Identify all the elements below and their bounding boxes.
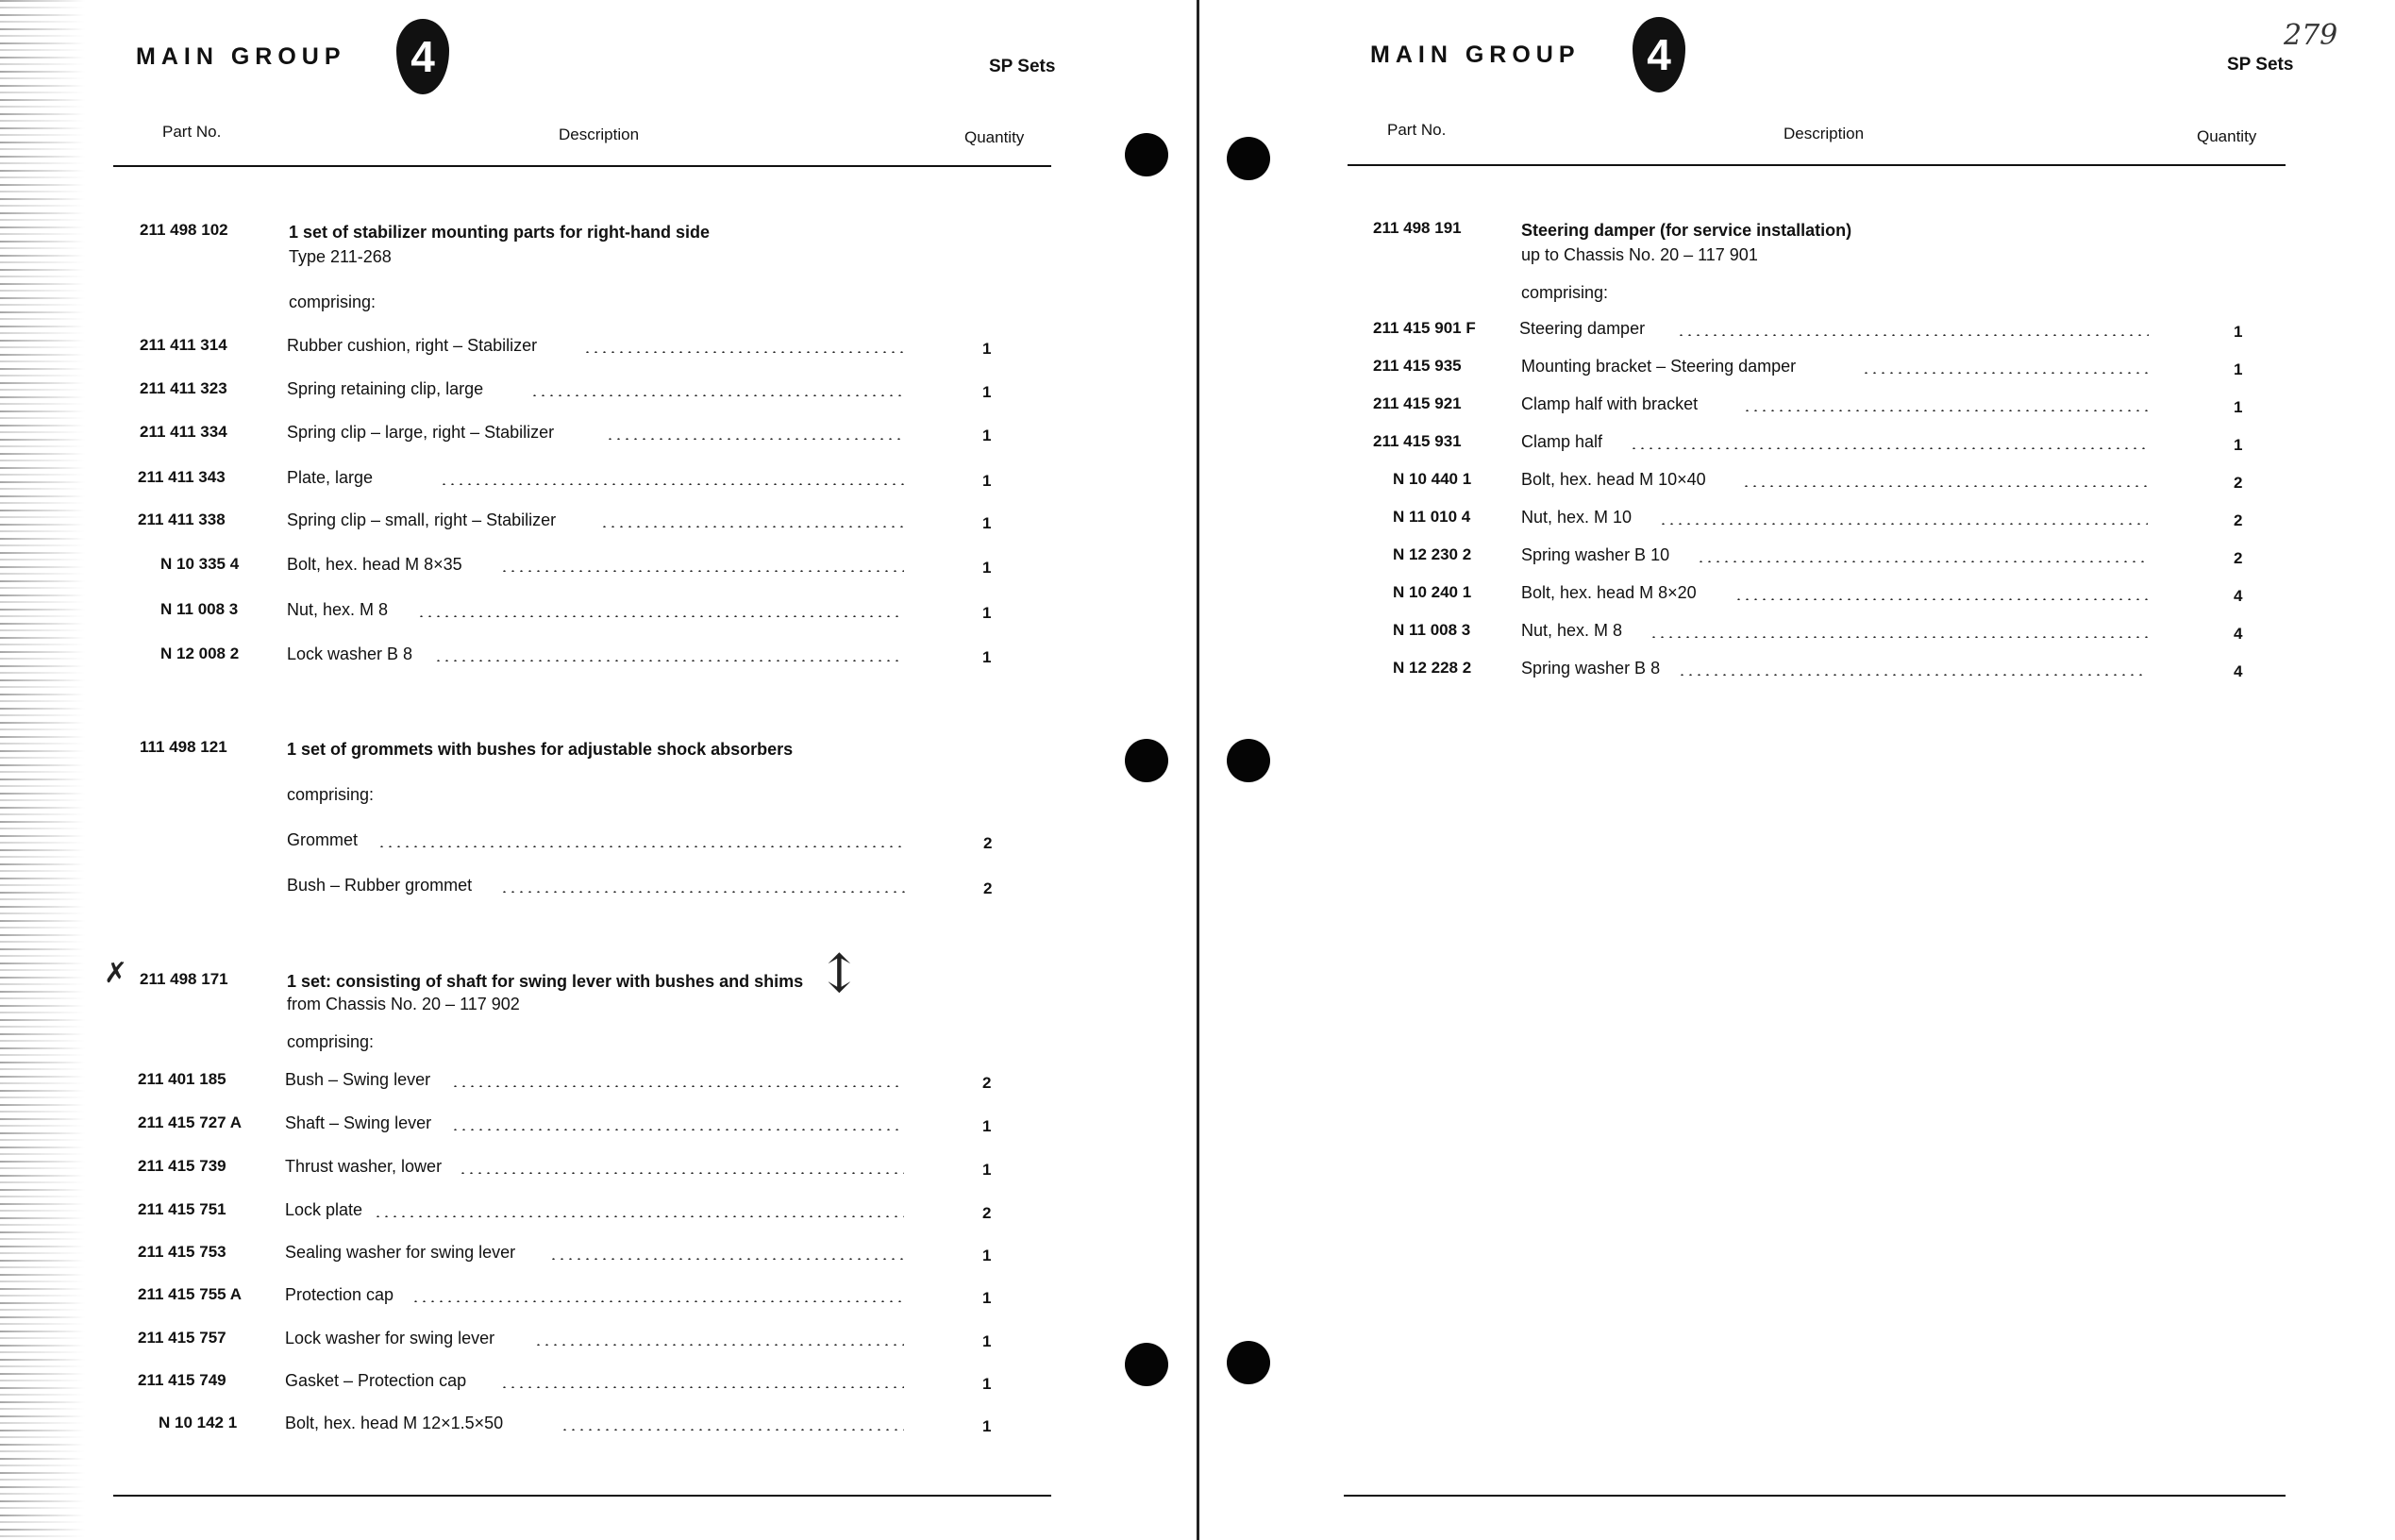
dot-leader (1650, 636, 2148, 638)
section-label: SP Sets (989, 57, 1056, 76)
part-number: 211 415 901 F (1373, 319, 1476, 337)
part-quantity: 1 (982, 383, 992, 401)
column-header-quantity: Quantity (2197, 127, 2257, 145)
part-description: Plate, large (287, 468, 374, 487)
handwritten-arrow-mark: ↕ (817, 944, 862, 1005)
dot-leader (600, 526, 904, 527)
part-description: Spring clip – small, right – Stabilizer (287, 511, 557, 529)
part-description: Grommet (287, 830, 359, 849)
part-description: Nut, hex. M 10 (1521, 508, 1633, 527)
part-description: Steering damper (1519, 319, 1646, 338)
set-part-number: 211 498 191 (1373, 219, 1462, 237)
handwritten-page-number: 279 (2284, 19, 2338, 52)
set-part-number: 211 498 102 (140, 221, 228, 239)
part-quantity: 1 (982, 648, 992, 666)
footer-rule (113, 1495, 1051, 1497)
set-subtitle: up to Chassis No. 20 – 117 901 (1521, 245, 1758, 264)
dot-leader (451, 1085, 904, 1087)
group-number-badge: 4 (396, 19, 449, 94)
dot-leader (549, 1258, 904, 1260)
column-header-part-no: Part No. (162, 123, 222, 141)
main-group-title: MAIN GROUP (136, 43, 346, 70)
part-quantity: 1 (982, 1247, 992, 1264)
part-description: Bush – Swing lever (285, 1070, 431, 1089)
part-number: 211 401 185 (138, 1070, 226, 1088)
part-quantity: 1 (2234, 436, 2243, 454)
part-quantity: 2 (2234, 549, 2243, 567)
set-title: 1 set of grommets with bushes for adjustable shock absorbers (287, 740, 794, 759)
comprising-label: comprising: (287, 1032, 375, 1051)
part-quantity: 1 (982, 514, 992, 532)
column-header-part-no: Part No. (1387, 121, 1447, 139)
handwritten-cross-mark: ✗ (104, 957, 128, 990)
dot-leader (1678, 674, 2148, 676)
part-number: N 11 010 4 (1393, 508, 1471, 526)
part-description: Spring clip – large, right – Stabilizer (287, 423, 555, 442)
binder-hole (1125, 739, 1168, 782)
part-number: N 10 142 1 (159, 1414, 238, 1431)
part-quantity: 1 (982, 1161, 992, 1179)
dot-leader (1734, 598, 2148, 600)
dot-leader (1697, 561, 2148, 562)
dot-leader (417, 615, 904, 617)
part-description: Bolt, hex. head M 10×40 (1521, 470, 1706, 489)
dot-leader (411, 1300, 904, 1302)
part-quantity: 2 (983, 834, 993, 852)
dot-leader (606, 438, 904, 440)
part-description: Gasket – Protection cap (285, 1371, 467, 1390)
part-quantity: 2 (2234, 511, 2243, 529)
part-number: N 10 240 1 (1393, 583, 1472, 601)
part-description: Bush – Rubber grommet (287, 876, 473, 895)
part-number: 211 411 338 (138, 511, 226, 528)
dot-leader (1677, 334, 2149, 336)
part-description: Nut, hex. M 8 (1521, 621, 1623, 640)
dot-leader (1659, 523, 2148, 525)
part-number: 211 415 931 (1373, 432, 1462, 450)
binder-hole (1227, 739, 1270, 782)
footer-rule (1344, 1495, 2286, 1497)
dot-leader (1862, 372, 2149, 374)
dot-leader (534, 1344, 904, 1346)
dot-leader (530, 394, 904, 396)
dot-leader (500, 570, 904, 572)
dot-leader (500, 891, 906, 893)
column-header-description: Description (559, 126, 640, 143)
part-quantity: 2 (982, 1204, 992, 1222)
part-quantity: 1 (2234, 323, 2243, 341)
header-rule (1348, 164, 2286, 166)
set-subtitle: Type 211-268 (289, 247, 392, 266)
part-description: Sealing washer for swing lever (285, 1243, 516, 1262)
part-description: Lock washer for swing lever (285, 1329, 495, 1348)
set-part-number: 211 498 171 (140, 970, 228, 988)
part-number: 211 415 727 A (138, 1113, 242, 1131)
dot-leader (1742, 485, 2148, 487)
part-quantity: 1 (982, 559, 992, 577)
section-label: SP Sets (2227, 55, 2294, 75)
dot-leader (434, 660, 904, 661)
part-quantity: 2 (2234, 474, 2243, 492)
part-number: N 10 335 4 (160, 555, 240, 573)
binder-hole (1227, 1341, 1270, 1384)
column-header-description: Description (1784, 125, 1865, 142)
part-number: 211 415 739 (138, 1157, 226, 1175)
part-description: Spring washer B 10 (1521, 545, 1670, 564)
part-number: 211 415 749 (138, 1371, 226, 1389)
part-description: Bolt, hex. head M 8×35 (287, 555, 462, 574)
set-title: 1 set: consisting of shaft for swing lever with bushes and shims (287, 972, 804, 991)
part-number: N 12 008 2 (160, 644, 240, 662)
part-quantity: 1 (982, 1332, 992, 1350)
part-number: 211 415 921 (1373, 394, 1462, 412)
part-description: Shaft – Swing lever (285, 1113, 432, 1132)
part-number: 211 411 334 (140, 423, 227, 441)
column-header-quantity: Quantity (964, 128, 1025, 146)
main-group-title: MAIN GROUP (1370, 42, 1581, 68)
part-description: Bolt, hex. head M 8×20 (1521, 583, 1697, 602)
part-description: Clamp half with bracket (1521, 394, 1699, 413)
part-quantity: 1 (982, 340, 992, 358)
part-quantity: 1 (2234, 360, 2243, 378)
part-number: N 12 228 2 (1393, 659, 1472, 677)
part-quantity: 4 (2234, 662, 2243, 680)
part-number: 211 415 753 (138, 1243, 226, 1261)
dot-leader (440, 483, 904, 485)
part-description: Lock washer B 8 (287, 644, 413, 663)
right-page (1200, 0, 2395, 1540)
part-description: Clamp half (1521, 432, 1603, 451)
part-description: Mounting bracket – Steering damper (1521, 357, 1797, 376)
binder-hole (1125, 133, 1168, 176)
part-description: Lock plate (285, 1200, 363, 1219)
comprising-label: comprising: (1521, 283, 1609, 302)
part-number: 211 411 314 (140, 336, 227, 354)
part-quantity: 2 (982, 1074, 992, 1092)
part-quantity: 1 (2234, 398, 2243, 416)
binder-hole (1227, 137, 1270, 180)
part-number: N 12 230 2 (1393, 545, 1472, 563)
part-quantity: 2 (983, 879, 993, 897)
part-quantity: 1 (982, 604, 992, 622)
part-number: 211 415 935 (1373, 357, 1462, 375)
header-rule (113, 165, 1051, 167)
dot-leader (374, 1215, 904, 1217)
comprising-label: comprising: (287, 785, 375, 804)
part-quantity: 1 (982, 1289, 992, 1307)
dot-leader (583, 351, 904, 353)
part-description: Rubber cushion, right – Stabilizer (287, 336, 538, 355)
part-quantity: 1 (982, 1375, 992, 1393)
part-description: Spring retaining clip, large (287, 379, 484, 398)
part-number: 211 415 757 (138, 1329, 226, 1347)
dot-leader (561, 1429, 904, 1431)
dot-leader (459, 1172, 904, 1174)
dot-leader (500, 1386, 904, 1388)
part-description: Nut, hex. M 8 (287, 600, 389, 619)
set-part-number: 111 498 121 (140, 738, 227, 756)
dot-leader (1743, 410, 2149, 411)
dot-leader (377, 845, 906, 847)
set-subtitle: from Chassis No. 20 – 117 902 (287, 995, 520, 1013)
part-quantity: 4 (2234, 587, 2243, 605)
dot-leader (451, 1129, 904, 1130)
part-number: 211 411 343 (138, 468, 226, 486)
part-number: N 10 440 1 (1393, 470, 1472, 488)
dot-leader (1630, 447, 2149, 449)
comprising-label: comprising: (289, 293, 377, 311)
part-quantity: 4 (2234, 625, 2243, 643)
group-number-badge: 4 (1633, 17, 1685, 92)
part-quantity: 1 (982, 1117, 992, 1135)
part-number: 211 415 751 (138, 1200, 226, 1218)
set-title: 1 set of stabilizer mounting parts for right-hand side (289, 223, 711, 242)
part-description: Thrust washer, lower (285, 1157, 443, 1176)
set-title: Steering damper (for service installation) (1521, 221, 1852, 240)
part-quantity: 1 (982, 1417, 992, 1435)
part-quantity: 1 (982, 472, 992, 490)
part-description: Bolt, hex. head M 12×1.5×50 (285, 1414, 504, 1432)
binder-hole (1125, 1343, 1168, 1386)
part-quantity: 1 (982, 427, 992, 444)
part-number: 211 415 755 A (138, 1285, 242, 1303)
part-description: Spring washer B 8 (1521, 659, 1661, 678)
part-description: Protection cap (285, 1285, 394, 1304)
part-number: N 11 008 3 (160, 600, 239, 618)
part-number: N 11 008 3 (1393, 621, 1471, 639)
part-number: 211 411 323 (140, 379, 227, 397)
